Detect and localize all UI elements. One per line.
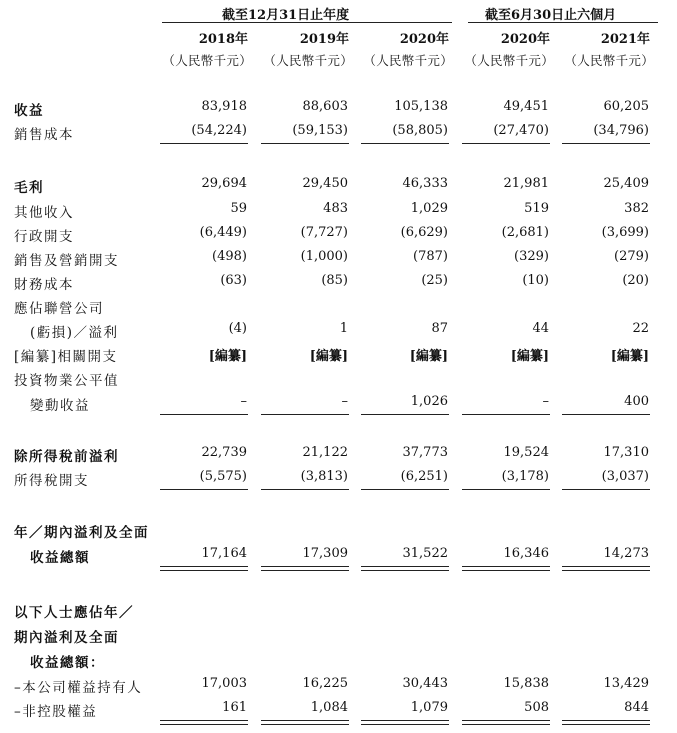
cell-2020: 1,079: [410, 700, 448, 715]
underline: [562, 143, 650, 144]
row-label: 以下人士應佔年／: [14, 605, 134, 621]
header-unit: （人民幣千元）: [564, 53, 654, 68]
cell-2021-half: 14,273: [603, 546, 649, 561]
cell-2020: (6,251): [400, 469, 448, 484]
double-underline: [160, 566, 248, 571]
cell-2020: 1,029: [410, 201, 448, 216]
header-year-2018: 2018年: [198, 32, 248, 47]
double-underline: [462, 566, 550, 571]
underline: [261, 414, 349, 415]
cell-2020-half: (2,681): [501, 225, 549, 240]
underline: [361, 414, 449, 415]
header-rule-half: [468, 22, 658, 23]
row-label: –本公司權益持有人: [14, 680, 143, 696]
header-unit: （人民幣千元）: [363, 53, 453, 68]
double-underline: [160, 720, 248, 725]
cell-2018: 83,918: [201, 99, 247, 114]
row-label: 收益: [14, 103, 44, 119]
row-label: 收益總額: [30, 550, 90, 566]
cell-2020-half: 508: [524, 700, 549, 715]
cell-2019: [編纂]: [309, 349, 348, 364]
cell-2021-half: 60,205: [603, 99, 649, 114]
row-fair-value-heading: [0, 369, 677, 391]
underline: [361, 489, 449, 490]
cell-2021-half: 17,310: [603, 445, 649, 460]
cell-2020-half: –: [542, 394, 549, 409]
row-label: 毛利: [14, 180, 44, 196]
header-group-half: 截至6月30日止六個月: [485, 8, 617, 23]
cell-2020-half: 519: [524, 201, 549, 216]
cell-2021-half: 25,409: [603, 176, 649, 191]
cell-2021-half: 22: [632, 321, 649, 336]
underline: [160, 143, 248, 144]
double-underline: [361, 566, 449, 571]
double-underline: [562, 720, 650, 725]
cell-2018: (63): [220, 273, 247, 288]
row-owners-of-company: [0, 676, 677, 698]
cell-2019: (3,813): [300, 469, 348, 484]
header-rule-year: [162, 22, 452, 23]
row-label: 財務成本: [14, 277, 74, 293]
double-underline: [261, 720, 349, 725]
row-attributable-heading-1: [0, 601, 677, 623]
cell-2019: 88,603: [302, 99, 348, 114]
row-attributable-heading-3: [0, 651, 677, 673]
row-attributable-heading-2: [0, 626, 677, 648]
cell-2020-half: 44: [532, 321, 549, 336]
cell-2020-half: (329): [514, 249, 549, 264]
row-label: 應佔聯營公司: [14, 301, 104, 317]
cell-2019: 21,122: [302, 445, 348, 460]
cell-2020: 31,522: [402, 546, 448, 561]
cell-2019: (1,000): [300, 249, 348, 264]
cell-2018: 161: [222, 700, 247, 715]
underline: [361, 143, 449, 144]
cell-2018: 17,164: [201, 546, 247, 561]
cell-2018: [編纂]: [208, 349, 247, 364]
row-associate-share: [0, 321, 677, 343]
cell-2020: (6,629): [400, 225, 448, 240]
row-profit-before-tax: [0, 445, 677, 467]
cell-2021-half: (20): [622, 273, 649, 288]
cell-2020: [編纂]: [409, 349, 448, 364]
cell-2021-half: (279): [614, 249, 649, 264]
row-label: 變動收益: [30, 398, 90, 414]
row-cost-of-sales: [0, 123, 677, 145]
underline: [462, 414, 550, 415]
cell-2018: (6,449): [199, 225, 247, 240]
underline: [160, 414, 248, 415]
row-non-controlling-interests: [0, 700, 677, 722]
row-label: 投資物業公平值: [14, 373, 119, 389]
cell-2018: 22,739: [201, 445, 247, 460]
cell-2019: 16,225: [302, 676, 348, 691]
cell-2020: (58,805): [392, 123, 448, 138]
header-year-2020-half: 2020年: [500, 32, 550, 47]
row-finance-costs: [0, 273, 677, 295]
cell-2019: 1,084: [310, 700, 348, 715]
row-label: 銷售成本: [14, 127, 74, 143]
cell-2019: 29,450: [302, 176, 348, 191]
row-income-tax: [0, 469, 677, 491]
cell-2021-half: (3,037): [601, 469, 649, 484]
cell-2020: (25): [421, 273, 448, 288]
row-revenue: [0, 99, 677, 121]
double-underline: [562, 566, 650, 571]
underline: [261, 489, 349, 490]
row-label: –非控股權益: [14, 704, 98, 720]
cell-2018: (54,224): [191, 123, 247, 138]
cell-2019: (7,727): [300, 225, 348, 240]
header-unit: （人民幣千元）: [263, 53, 353, 68]
header-year-2021-half: 2021年: [600, 32, 650, 47]
underline: [562, 489, 650, 490]
row-label: 年／期內溢利及全面: [14, 525, 149, 541]
cell-2020: 46,333: [402, 176, 448, 191]
row-label: 期內溢利及全面: [14, 630, 119, 646]
double-underline: [462, 720, 550, 725]
underline: [160, 489, 248, 490]
cell-2018: (498): [212, 249, 247, 264]
cell-2021-half: [編纂]: [610, 349, 649, 364]
cell-2020-half: (10): [522, 273, 549, 288]
underline: [562, 414, 650, 415]
cell-2019: 17,309: [302, 546, 348, 561]
underline: [462, 143, 550, 144]
row-total-comprehensive-heading: [0, 521, 677, 543]
cell-2019: (85): [321, 273, 348, 288]
row-fair-value-gain: [0, 394, 677, 416]
cell-2020: (787): [413, 249, 448, 264]
row-label: 除所得稅前溢利: [14, 449, 119, 465]
row-label: 其他收入: [14, 205, 74, 221]
cell-2021-half: 844: [624, 700, 649, 715]
cell-2018: 17,003: [201, 676, 247, 691]
cell-2018: (4): [228, 321, 247, 336]
cell-2020-half: [編纂]: [510, 349, 549, 364]
cell-2021-half: 400: [624, 394, 649, 409]
header-unit: （人民幣千元）: [464, 53, 554, 68]
cell-2019: –: [341, 394, 348, 409]
double-underline: [361, 720, 449, 725]
header-unit: （人民幣千元）: [162, 53, 252, 68]
cell-2018: 59: [230, 201, 247, 216]
double-underline: [261, 566, 349, 571]
cell-2018: (5,575): [199, 469, 247, 484]
row-redacted-expenses: [0, 345, 677, 367]
header-year-2020: 2020年: [399, 32, 449, 47]
header-group-year: 截至12月31日止年度: [222, 8, 350, 23]
cell-2020-half: 49,451: [503, 99, 549, 114]
cell-2020-half: 15,838: [503, 676, 549, 691]
row-label: 行政開支: [14, 229, 74, 245]
cell-2019: 483: [323, 201, 348, 216]
row-label: (虧損)／溢利: [30, 325, 119, 341]
cell-2020: 1,026: [410, 394, 448, 409]
row-admin-expenses: [0, 225, 677, 247]
cell-2020: 105,138: [394, 99, 448, 114]
cell-2020: 30,443: [402, 676, 448, 691]
row-total-comprehensive-income: [0, 546, 677, 568]
row-label: 收益總額：: [30, 655, 105, 671]
cell-2021-half: 13,429: [603, 676, 649, 691]
row-associate-heading: [0, 297, 677, 319]
underline: [261, 143, 349, 144]
row-gross-profit: [0, 176, 677, 198]
cell-2019: 1: [339, 321, 348, 336]
cell-2020-half: (3,178): [501, 469, 549, 484]
cell-2021-half: (3,699): [601, 225, 649, 240]
cell-2018: –: [240, 394, 247, 409]
underline: [462, 489, 550, 490]
row-label: 所得稅開支: [14, 473, 89, 489]
cell-2020-half: 19,524: [503, 445, 549, 460]
cell-2018: 29,694: [201, 176, 247, 191]
cell-2021-half: (34,796): [593, 123, 649, 138]
row-other-income: [0, 201, 677, 223]
cell-2020-half: 21,981: [503, 176, 549, 191]
row-label: [編纂]相關開支: [14, 349, 118, 365]
cell-2020: 87: [431, 321, 448, 336]
row-label: 銷售及營銷開支: [14, 253, 119, 269]
cell-2020-half: (27,470): [493, 123, 549, 138]
cell-2019: (59,153): [292, 123, 348, 138]
cell-2020-half: 16,346: [503, 546, 549, 561]
cell-2021-half: 382: [624, 201, 649, 216]
cell-2020: 37,773: [402, 445, 448, 460]
header-year-2019: 2019年: [299, 32, 349, 47]
row-selling-expenses: [0, 249, 677, 271]
